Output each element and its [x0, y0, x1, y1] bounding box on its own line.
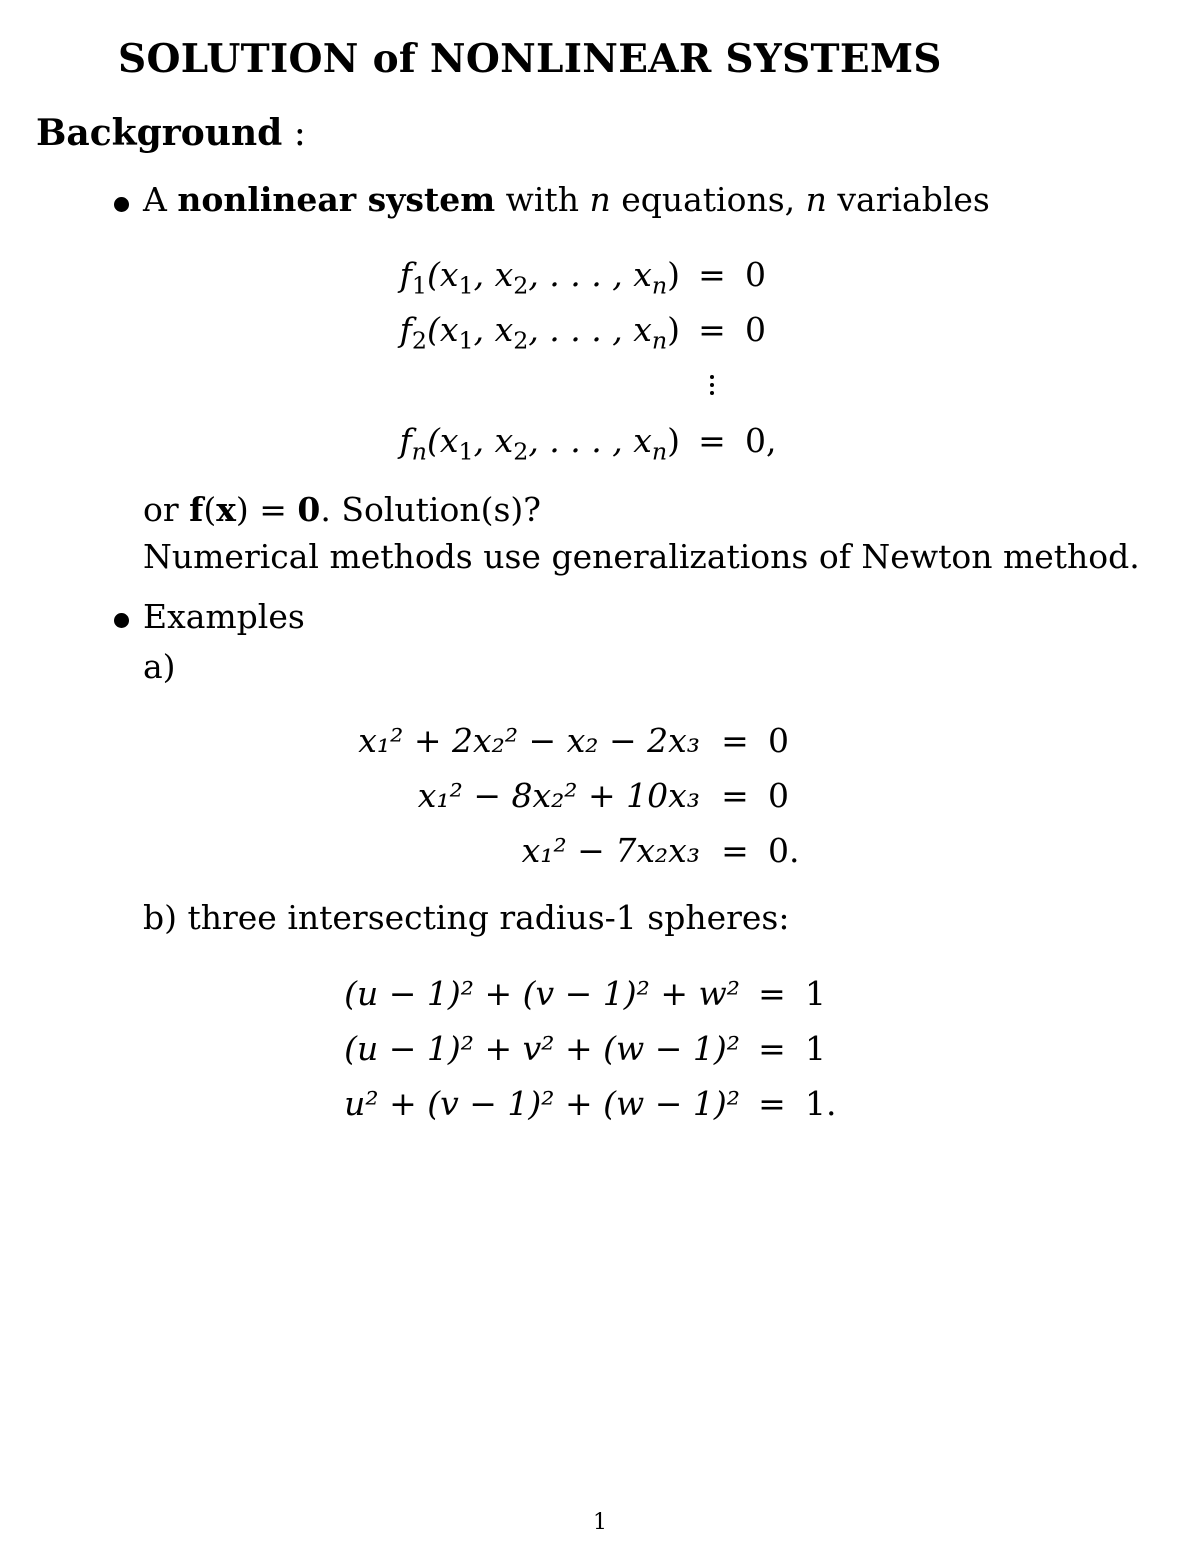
vector-paren-open: ( — [203, 490, 217, 529]
arg-open: (x — [426, 310, 459, 349]
bullet-1-prefix: A — [143, 180, 178, 219]
general-row-n-rel: = — [698, 421, 726, 460]
example-a-row-2-rhs: 0 — [768, 776, 789, 815]
example-a-row-3-lhs: x₁² − 7x₂x₃ — [521, 831, 700, 870]
section-heading-colon: : — [293, 113, 306, 154]
vector-form-or: or — [143, 490, 190, 529]
vertical-ellipsis — [710, 375, 714, 399]
vector-zero: 0 — [297, 490, 321, 529]
general-row-2-lhs — [380, 310, 680, 355]
newton-line: Numerical methods use generalizations of Newton method. — [143, 537, 1140, 576]
arg-sub-1: 1 — [458, 271, 474, 300]
arg-sub-2: 2 — [513, 437, 529, 466]
vector-paren-close: ) = — [235, 490, 298, 529]
function-subscript: 1 — [411, 271, 427, 300]
example-b-row-1-rel: = — [758, 974, 786, 1013]
function-subscript: n — [411, 437, 427, 466]
function-symbol: f — [399, 310, 412, 349]
arg-sep-1: , x — [473, 310, 514, 349]
arg-sep-2: , . . . , x — [528, 255, 652, 294]
general-row-n-lhs — [380, 421, 680, 466]
bullet-1-var1: n — [589, 180, 611, 219]
example-b-row-1-lhs: (u − 1)² + (v − 1)² + w² — [344, 974, 740, 1013]
arg-close: ) — [667, 310, 680, 349]
example-b-row-3-rel: = — [758, 1084, 786, 1123]
page-number: 1 — [593, 1510, 607, 1535]
vector-form-rest: . Solution(s)? — [320, 490, 541, 529]
function-symbol: f — [399, 255, 412, 294]
function-symbol: f — [399, 421, 412, 460]
bullet-1-dot — [114, 197, 129, 212]
arg-sep-2: , . . . , x — [528, 310, 652, 349]
example-b-row-2-rhs: 1 — [805, 1029, 826, 1068]
general-row-1-rhs: 0 — [745, 255, 766, 294]
vector-f: f — [189, 490, 204, 529]
example-b-row-3-lhs: u² + (v − 1)² + (w − 1)² — [344, 1084, 740, 1123]
example-b-row-1-rhs: 1 — [805, 974, 826, 1013]
arg-sub-n: n — [651, 437, 668, 466]
function-subscript: 2 — [411, 326, 427, 355]
arg-open: (x — [426, 421, 459, 460]
example-b-label: b) three intersecting radius-1 spheres: — [143, 898, 790, 937]
bullet-2-label: Examples — [143, 597, 305, 636]
arg-sub-n: n — [651, 326, 668, 355]
arg-sub-2: 2 — [513, 326, 529, 355]
section-heading-text: Background — [36, 112, 283, 154]
general-row-n-rhs: 0, — [745, 421, 777, 460]
example-a-label: a) — [143, 647, 176, 686]
example-a-row-2-lhs: x₁² − 8x₂² + 10x₃ — [417, 776, 700, 815]
example-a-row-1-lhs: x₁² + 2x₂² − x₂ − 2x₃ — [358, 721, 700, 760]
general-row-1-lhs — [380, 255, 680, 300]
arg-sep-2: , . . . , x — [528, 421, 652, 460]
arg-sub-1: 1 — [458, 326, 474, 355]
general-row-2-rel: = — [698, 310, 726, 349]
example-a-row-2-rel: = — [721, 776, 749, 815]
arg-open: (x — [426, 255, 459, 294]
bullet-1-text — [143, 180, 990, 220]
example-b-row-2-lhs: (u − 1)² + v² + (w − 1)² — [344, 1029, 740, 1068]
arg-sub-2: 2 — [513, 271, 529, 300]
arg-close: ) — [667, 421, 680, 460]
bullet-1-suffix: variables — [826, 180, 990, 219]
page-title: SOLUTION of NONLINEAR SYSTEMS — [118, 36, 942, 82]
arg-sub-n: n — [651, 271, 668, 300]
vector-x: x — [216, 490, 236, 529]
arg-sub-1: 1 — [458, 437, 474, 466]
bullet-1-mid1: with — [495, 180, 590, 219]
arg-sep-1: , x — [473, 255, 514, 294]
example-a-row-1-rel: = — [721, 721, 749, 760]
vector-form-line — [143, 490, 541, 530]
arg-sep-1: , x — [473, 421, 514, 460]
example-a-row-3-rhs: 0. — [768, 831, 800, 870]
general-row-1-rel: = — [698, 255, 726, 294]
general-row-2-rhs: 0 — [745, 310, 766, 349]
bullet-1-bold: nonlinear system — [177, 180, 496, 219]
bullet-1-mid2: equations, — [610, 180, 806, 219]
example-a-row-3-rel: = — [721, 831, 749, 870]
bullet-2-dot — [114, 613, 129, 628]
example-b-row-3-rhs: 1. — [805, 1084, 837, 1123]
example-a-row-1-rhs: 0 — [768, 721, 789, 760]
section-heading — [36, 112, 306, 154]
arg-close: ) — [667, 255, 680, 294]
bullet-1-var2: n — [805, 180, 827, 219]
example-b-row-2-rel: = — [758, 1029, 786, 1068]
